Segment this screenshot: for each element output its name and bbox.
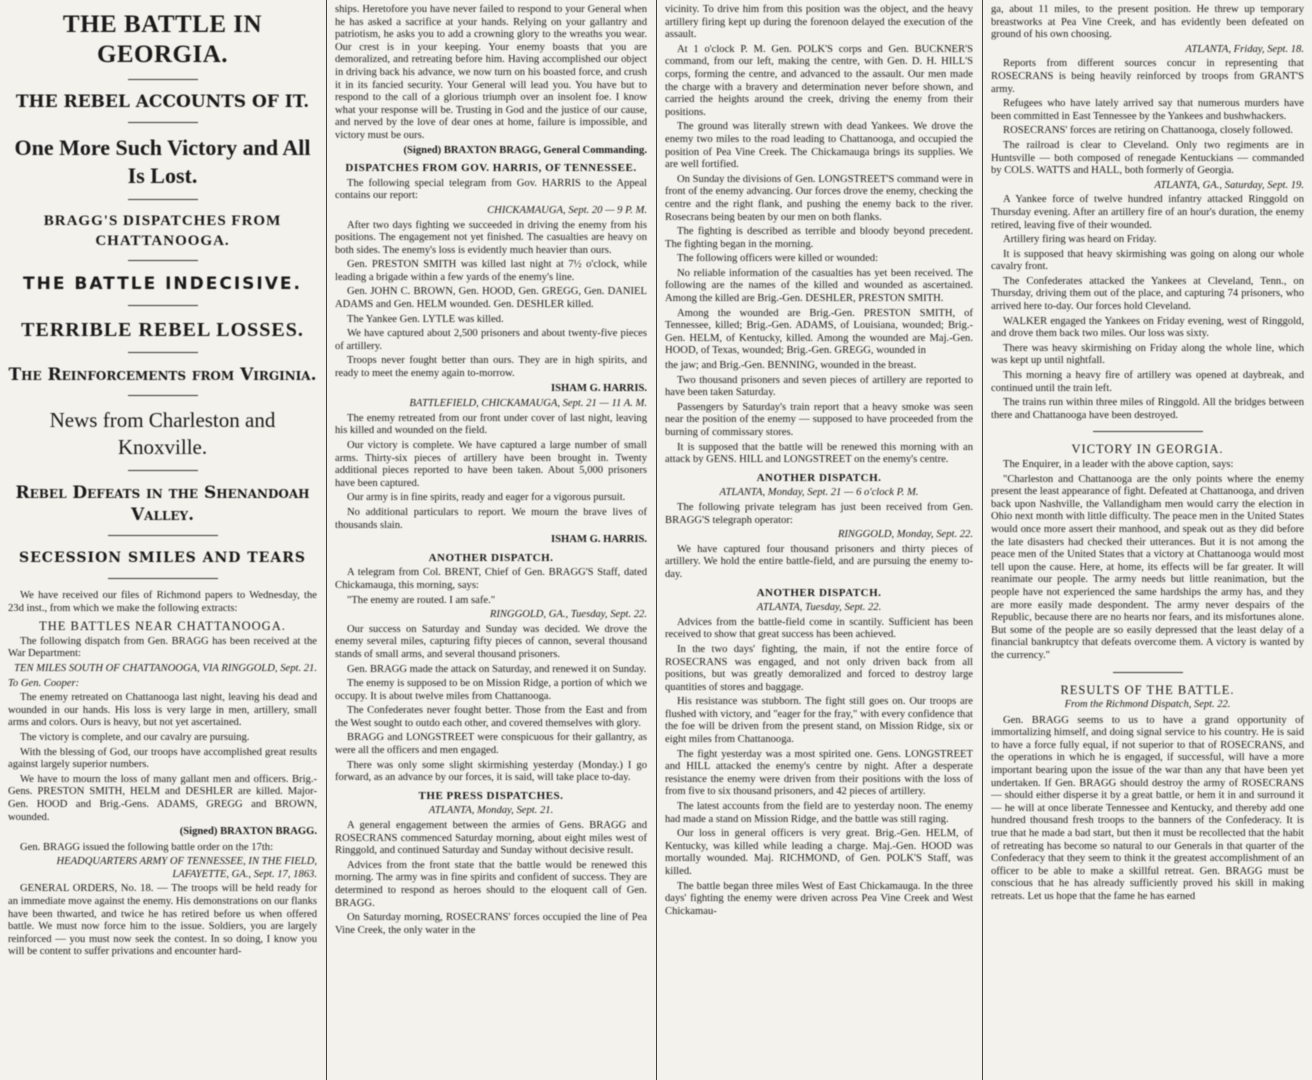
headline-one-more-victory: One More Such Victory and All Is Lost.	[14, 135, 311, 188]
section-title: ANOTHER DISPATCH.	[756, 471, 882, 484]
headline-terrible-losses: TERRIBLE REBEL LOSSES.	[21, 319, 304, 341]
paragraph: There was heavy skirmishing on Friday along the whole line, which was kept up until nightfall.	[991, 342, 1304, 367]
paragraph: It is supposed that heavy skirmishing was going on along our whole cavalry front.	[991, 248, 1304, 273]
paragraph: the jaw; and Brig.-Gen. BENNING, wounded in the breast.	[665, 360, 917, 372]
divider	[108, 578, 218, 579]
paragraph: His resistance was stubborn. The fight still goes on. Our troops are flushed with victory, and "eager for the fray," with every confidence that the foe will be driven from the present stand, on Mission Ridge, six or eight miles from Chattanooga.	[665, 696, 973, 746]
paragraph: Gen. PRESTON SMITH was killed last night at 7½ o'clock, while leading a brigade within a few yards of the enemy's line.	[335, 259, 647, 283]
paragraph: The battle began three miles West of East Chickamauga. In the three days' fighting the enemy were driven across Pea Vine Creek and West Chickamau-	[665, 880, 973, 917]
section-title: THE BATTLES NEAR CHATTANOOGA.	[39, 619, 286, 634]
dateline: BATTLEFIELD, CHICKAMAUGA, Sept. 21 — 11 A. M.	[409, 398, 647, 410]
paragraph: The latest accounts from the field are to yesterday noon. The enemy had made a stand on Mission Ridge, and the battle was still raging.	[665, 801, 973, 825]
dateline: TEN MILES SOUTH OF CHATTANOOGA, VIA RINGGOLD, Sept. 21.	[14, 662, 317, 674]
paragraph: A telegram from Col. BRENT, Chief of Gen. BRAGG'S Staff, dated Chickamauga, this morning, says:	[335, 567, 647, 591]
paragraph: In the two days' fighting, the main, if not the entire force of ROSECRANS was engaged, and not only driven back from all positions, but was greatly demoralized and forced to destroy large quantities of stores and baggage.	[665, 643, 973, 693]
paragraph: Our victory is complete. We have captured a large number of small arms. Thirty-six pieces of artillery have been brought in. Twenty additional pieces reported to have been taken. About 5,000 prisoners have been captured.	[335, 440, 647, 489]
headline-reinforcements: The Reinforcements from Virginia.	[8, 365, 317, 385]
paragraph: WALKER engaged the Yankees on Friday evening, west of Ringgold, and drove them back two miles. Our loss was sixty.	[991, 315, 1304, 340]
paragraph: The fight yesterday was a most spirited one. Gens. LONGSTREET and HILL attacked the enemy's centre by night. After a desperate resistance the enemy were driven from their positions with the loss of from five to six thousand prisoners, and 42 pieces of artillery.	[665, 748, 973, 798]
paragraph: The following officers were killed or wounded:	[677, 253, 879, 265]
column-3	[657, 0, 981, 1080]
paragraph: On Saturday morning, ROSECRANS' forces occupied the line of Pea Vine Creek, the only water in the	[335, 912, 647, 936]
paragraph: At 1 o'clock P. M. Gen. POLK'S corps and Gen. BUCKNER'S command, from our left, making the centre, with Gen. D. H. HILL'S corps, forming the centre, and advanced to the assault. Our men made the charge with a bravery and determination never before shown, and carried the heights around the creek, driving the enemy from their positions.	[665, 43, 973, 118]
paragraph: "Charleston and Chattanooga are the only points where the enemy present the least appearance of fight. Defeated at Chattanooga, and driven back upon Nashville, the Vallandigham men would carry the election in Ohio next month with little difficulty. The peace men in the United States would once more assert their manhood, and speak out as they did before the late disasters had checked their utterances. But it is not among the peace men of the United States that a victory at Chattanooga would most tell upon the cause. Here, at home, its effects will be far greater. It will reanimate our people. The army needs but little reanimation, but the people have not experienced the same hardships the army has, and they are more easily made despondent. The army never despairs of the Republic, because there are no hearts nor fears, and its misfortunes alone. But some of the people are so easily depressed that the least delay of a financial bankruptcy that defeats overcome them. A victory is wanted by the currency."	[991, 473, 1304, 661]
dateline: HEADQUARTERS ARMY OF TENNESSEE, IN THE FIELD, LAFAYETTE, GA., Sept. 17, 1863.	[56, 856, 317, 880]
paragraph: The Confederates never fought better. Those from the East and from the West sought to outdo each other, and covered themselves with glory.	[335, 705, 647, 729]
paragraph: No reliable information of the casualties has yet been received. The following are the names of the killed and wounded as ascertained. Among the killed are Brig.-Gen. DESHLER, PRESTON SMITH.	[665, 267, 973, 305]
headline-charleston-knoxville: News from Charleston and Knoxville.	[49, 408, 276, 459]
paragraph: Advices from the front state that the battle would be renewed this morning. The army was in fine spirits and confident of success. They are determined to respond as heroes should to the eloquent call of Gen. BRAGG.	[335, 859, 647, 909]
intro-paragraph: We have received our files of Richmond papers to Wednesday, the 23d inst., from which we make the following extracts:	[8, 590, 317, 614]
paragraph: Our success on Saturday and Sunday was decided. We drove the enemy several miles, capturing fifty pieces of cannon, several thousand stands of small arms, and several thousand prisoners.	[335, 623, 647, 660]
paragraph: ga, about 11 miles, to the present position. He threw up temporary breastworks at Pea Vine Creek, and has evidently been defeated on ground of his own choosing.	[991, 4, 1304, 41]
section-title: VICTORY IN GEORGIA.	[1071, 442, 1224, 457]
divider	[128, 260, 198, 261]
paragraph: We have captured four thousand prisoners and thirty pieces of artillery. We hold the entire battle-field, and are pursuing the enemy to-day.	[665, 543, 973, 580]
paragraph: Artillery firing was heard on Friday.	[1003, 234, 1157, 246]
signature: ISHAM G. HARRIS.	[551, 534, 647, 546]
paragraph: "The enemy are routed. I am safe."	[347, 594, 496, 606]
paragraph: ships. Heretofore you have never failed to respond to your General when he has asked a sacrifice at your hands. Relying on your gallantry and patriotism, he asks you to add a crowning glory to the wreaths you wear. Our crest is in your keeping. Your enemy boasts that you are demoralized, and retreating before him. Having accomplished our object in driving back his advance, we now turn on his boasted force, and crush it in its fancied security. Your General will lead you. You have but to respond to the call of a glorious triumph over an insolent foe. I know what your response will be. Trusting in God and the justice of our cause, and nerved by the love of dear ones at home, failure is impossible, and victory must be ours.	[335, 4, 647, 141]
divider	[128, 79, 198, 80]
section-title: ANOTHER DISPATCH.	[428, 551, 554, 564]
headline-shenandoah: Rebel Defeats in the Shenandoah Valley.	[15, 483, 310, 525]
paragraph: GENERAL ORDERS, No. 18. — The troops will be held ready for an immediate move against the enemy. His demonstrations on our flanks have been thwarted, and twice he has retired before us when offered battle. We must now force him to the issue. Soldiers, you are largely reinforced — you must now seek the contest. In so doing, I know you will be content to suffer privations and encounter hard-	[8, 883, 317, 958]
dateline: RINGGOLD, Monday, Sept. 22.	[837, 529, 973, 541]
headline-battle-indecisive: THE BATTLE INDECISIVE.	[23, 274, 302, 294]
section-title: RESULTS OF THE BATTLE.	[1060, 682, 1235, 697]
paragraph: Our army is in fine spirits, ready and eager for a vigorous pursuit.	[347, 492, 626, 504]
paragraph: It is supposed that the battle will be renewed this morning with an attack by GENS. HILL and LONGSTREET on the enemy's centre.	[665, 441, 973, 466]
paragraph: vicinity. To drive him from this position was the object, and the heavy artillery firing kept up during the forenoon delayed the execution of the assault.	[665, 4, 973, 41]
paragraph: The Enquirer, in a leader with the above caption, says:	[1003, 459, 1234, 470]
paragraph: After two days fighting we succeeded in driving the enemy from his positions. The engagement not yet finished. The casualties are heavy on both sides. The enemy's loss is evidently much heavier than ours.	[335, 219, 647, 256]
paragraph: We have captured about 2,500 prisoners and about twenty-five pieces of artillery.	[335, 328, 647, 352]
paragraph: Passengers by Saturday's train report that a heavy smoke was seen near the position of the enemy — supposed to have proceeded from the burning of commissary stores.	[665, 401, 973, 438]
paragraph: The following dispatch from Gen. BRAGG has been received at the War Department:	[8, 635, 317, 660]
column-2	[327, 0, 655, 1080]
paragraph: The trains run within three miles of Ringgold. All the bridges between there and Chattanooga have been destroyed.	[991, 397, 1304, 421]
paragraph: The Yankee Gen. LYTLE was killed.	[347, 313, 504, 325]
paragraph: Troops never fought better than ours. They are in high spirits, and ready to meet the enemy again to-morrow.	[335, 355, 647, 380]
divider	[128, 305, 198, 306]
paragraph: Advices from the battle-field come in scantily. Sufficient has been received to show that great success has been achieved.	[665, 616, 973, 641]
paragraph: The enemy retreated from our front under cover of last night, leaving his killed and wounded on the field.	[335, 412, 647, 437]
section-title: DISPATCHES FROM GOV. HARRIS, OF TENNESSEE.	[345, 162, 637, 175]
paragraph: The Confederates attacked the Yankees at Cleveland, Tenn., on Thursday, driving them out of the place, and capturing 74 prisoners, who arrived here to-day. Our forces hold Cleveland.	[991, 275, 1304, 313]
paragraph: This morning a heavy fire of artillery was opened at daybreak, and continued until the train left.	[991, 370, 1304, 394]
paragraph: There was only some slight skirmishing yesterday (Monday.) I go forward, as an advance by our forces, it is said, will take place to-day.	[335, 759, 647, 784]
divider	[128, 470, 198, 471]
paragraph: We have to mourn the loss of many gallant men and officers. Brig.-Gens. PRESTON SMITH, HELM and DESHLER are killed. Major-Gen. HOOD and Brig.-Gens. ADAMS, GREGG and BROWN, wounded.	[8, 773, 317, 823]
signature: ISHAM G. HARRIS.	[551, 382, 647, 394]
paragraph: The following private telegram has just been received from Gen. BRAGG'S telegraph operator:	[665, 501, 973, 526]
divider	[1093, 431, 1203, 432]
section-title: THE PRESS DISPATCHES.	[418, 789, 564, 802]
paragraph: The ground was literally strewn with dead Yankees. We drove the enemy two miles to the road leading to Chattanooga, and occupied the position of Pea Vine Creek. The Chickamauga brings its supplies. We are well fortified.	[665, 121, 973, 171]
paragraph: BRAGG and LONGSTREET were conspicuous for their gallantry, as were all the officers and men engaged.	[335, 732, 647, 757]
paragraph: A general engagement between the armies of Gens. BRAGG and ROSECRANS commenced Saturday morning, about eight miles west of Ringgold, and continued Saturday and Sunday without decisive result.	[335, 820, 647, 857]
headline-braggs-dispatches: BRAGG'S DISPATCHES FROM CHATTANOOGA.	[43, 213, 282, 249]
paragraph: ROSECRANS' forces are retiring on Chattanooga, closely followed.	[1003, 125, 1293, 137]
paragraph: Among the wounded are Brig.-Gen. PRESTON SMITH, of Tennessee, killed; Brig.-Gen. ADAMS, of Louisiana, wounded; Brig.-Gen. HELM, of Kentucky, killed. Among the wounded are Maj.-Gen. HOOD, of Texas, wounded; Brig.-Gen. GREGG, wounded in	[665, 307, 973, 357]
dateline: ATLANTA, Tuesday, Sept. 22.	[756, 602, 882, 614]
section-title: ANOTHER DISPATCH.	[756, 586, 882, 599]
divider	[108, 535, 218, 536]
dateline: ATLANTA, GA., Saturday, Sept. 19.	[1154, 179, 1304, 191]
paragraph: Our loss in general officers is very great. Brig.-Gen. HELM, of Kentucky, was killed while leading a charge. Maj.-Gen. HOOD was mortally wounded. Maj. RICHMOND, of Gen. POLK'S Staff, was killed.	[665, 828, 973, 877]
paragraph: A Yankee force of twelve hundred infantry attacked Ringgold on Thursday evening. After an artillery fire of an hour's duration, the enemy retired, leaving five of their wounded.	[991, 194, 1304, 231]
paragraph: Gen. BRAGG made the attack on Saturday, and renewed it on Sunday.	[347, 663, 647, 675]
dateline: ATLANTA, Monday, Sept. 21.	[428, 805, 554, 817]
dateline: CHICKAMAUGA, Sept. 20 — 9 P. M.	[487, 204, 647, 216]
headline-main: THE BATTLE IN GEORGIA.	[62, 11, 263, 68]
signature: (Signed) BRAXTON BRAGG, General Commanding.	[403, 144, 647, 156]
paragraph: The enemy is supposed to be on Mission Ridge, a portion of which we occupy. It is about twelve miles from Chattanooga.	[335, 678, 647, 702]
paragraph: No additional particulars to report. We mourn the brave lives of thousands slain.	[335, 506, 647, 531]
paragraph: Gen. BRAGG seems to us to have a grand opportunity of immortalizing himself, and doing signal service to his country. He is said to have a force fully equal, if not superior to that of ROSECRANS, and the operations in which he is engaged, if successful, will have a more important bearing upon the issue of the war than any that have been yet undertaken. If Gen. BRAGG should destroy the army of ROSECRANS — should either disperse it by a great battle, or hem it in and surround it — he will at once liberate Tennessee and Kentucky, and thereby add one hundred thousand fresh troops to the banners of the Confederacy. It is true that he made a bad start, but then it must be recollected that the habit of retreating has become so natural to our Generals in that quarter of the Confederacy that they seem to think it the greatest accomplishment of an officer to be able to make a skillful retreat. Gen. BRAGG must be conscious that he has already sufficiently proved his skill in making retreats. Let us hope that the fame he has earned	[991, 714, 1304, 902]
paragraph: The fighting is described as terrible and bloody beyond precedent. The fighting began in the morning.	[665, 226, 973, 250]
signature: (Signed) BRAXTON BRAGG.	[179, 826, 317, 838]
paragraph: The enemy retreated on Chattanooga last night, leaving his dead and wounded in our hands. His loss is very large in men, artillery, small arms and colors. Ours is heavy, but not yet ascertained.	[8, 692, 317, 729]
dateline: ATLANTA, Friday, Sept. 18.	[1185, 43, 1304, 55]
divider	[1113, 672, 1183, 673]
subtitle: From the Richmond Dispatch, Sept. 22.	[1064, 699, 1231, 711]
paragraph: On Sunday the divisions of Gen. LONGSTREET'S command were in front of the enemy advancing. Our forces drove the enemy, checking the centre and the right flank, and pushing the enemy back to the river. Rosecrans being beaten by our men on both flanks.	[665, 173, 973, 223]
divider	[128, 199, 198, 200]
salutation: To Gen. Cooper:	[8, 677, 80, 689]
headline-secession: SECESSION SMILES AND TEARS	[19, 550, 306, 566]
dateline: ATLANTA, Monday, Sept. 21 — 6 o'clock P. M.	[719, 487, 919, 499]
divider	[128, 122, 198, 123]
divider	[128, 352, 198, 353]
paragraph: Refugees who have lately arrived say that numerous murders have been committed in East Tennessee by the Yankees and bushwhackers.	[991, 98, 1304, 122]
paragraph: Gen. JOHN C. BROWN, Gen. HOOD, Gen. GREGG, Gen. DANIEL ADAMS and Gen. HELM wounded. Gen. DESHLER killed.	[335, 286, 647, 311]
column-4	[983, 0, 1312, 1080]
dateline: RINGGOLD, GA., Tuesday, Sept. 22.	[489, 609, 647, 621]
paragraph: The railroad is clear to Cleveland. Only two regiments are in Huntsville — both composed of renegade Kentuckians — commanded by COLS. WATTS and HALL, both formerly of Georgia.	[991, 139, 1304, 177]
divider	[128, 395, 198, 396]
paragraph: With the blessing of God, our troops have accomplished great results against largely superior numbers.	[8, 746, 317, 771]
paragraph: The victory is complete, and our cavalry are pursuing.	[20, 731, 250, 743]
headline-rebel-accounts: THE REBEL ACCOUNTS OF IT.	[15, 92, 310, 112]
paragraph: Reports from different sources concur in representing that ROSECRANS is being heavily reinforced by troops from GRANT'S army.	[991, 58, 1304, 95]
column-1	[0, 0, 325, 1080]
paragraph: Two thousand prisoners and seven pieces of artillery are reported to have been taken Saturday.	[665, 374, 973, 399]
paragraph: Gen. BRAGG issued the following battle order on the 17th:	[20, 841, 274, 853]
paragraph: The following special telegram from Gov. HARRIS to the Appeal contains our report:	[335, 177, 647, 202]
